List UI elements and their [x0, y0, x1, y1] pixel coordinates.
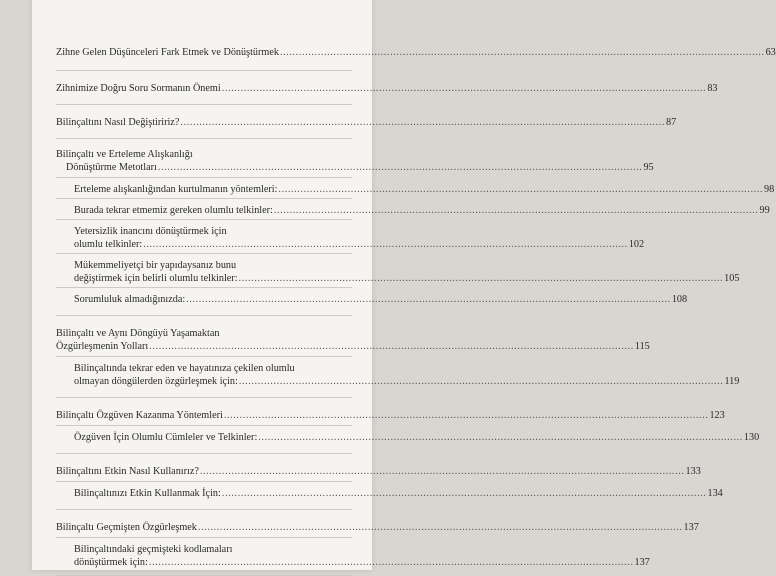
- toc-entry-title: Burada tekrar etmemiz gereken olumlu telkinler:: [74, 205, 273, 216]
- toc-entry-title: Özgürleşmenin Yolları: [56, 341, 149, 352]
- toc-page-number: 108: [671, 294, 688, 305]
- toc-entry-title: Bilinçaltını Etkin Nasıl Kullanırız?: [56, 466, 199, 477]
- toc-entry: [56, 71, 718, 105]
- toc-entry: [56, 510, 699, 538]
- toc-entry-title: Bilinçaltı Geçmişten Özgürleşmek: [56, 522, 197, 533]
- toc-page-number: 130: [743, 432, 760, 443]
- toc-entry: [56, 398, 725, 426]
- toc-entry-title-line1: Bilinçaltı ve Aynı Döngüyü Yaşamaktan: [56, 328, 220, 339]
- toc-entry-title: Bilinçaltınızı Etkin Kullanmak İçin:: [74, 488, 221, 499]
- toc-entry-title: değiştirmek için belirli olumlu telkinler:: [74, 273, 238, 284]
- toc-page-number: 99: [759, 205, 770, 216]
- toc-entry-title-line1: Yetersizlik inancını dönüştürmek için: [74, 226, 227, 237]
- toc-entry-title: dönüştürmek için:: [74, 557, 148, 568]
- toc-page-number: 123: [709, 410, 725, 421]
- toc-entry-title: Zihnimize Doğru Soru Sormanın Önemi: [56, 83, 221, 94]
- toc-page-number: 115: [634, 341, 650, 352]
- toc-entry-title: Özgüven İçin Olumlu Cümleler ve Telkinler:: [74, 432, 258, 443]
- toc-subentry: [56, 426, 760, 454]
- toc-page-number: 134: [707, 488, 723, 499]
- toc-page-number: 95: [643, 162, 654, 173]
- toc-entry-title: olumlu telkinler:: [74, 239, 143, 250]
- toc-page-number: 98: [764, 184, 775, 195]
- toc-page-number: 102: [628, 239, 645, 250]
- toc-entry-title-line1: Bilinçaltındaki geçmişteki kodlamaları: [74, 544, 233, 555]
- toc-entry-title-line1: Bilinçaltında tekrar eden ve hayatınıza çekilen olumlu: [74, 363, 295, 374]
- toc-entry-title: Erteleme alışkanlığından kurtulmanın yöntemleri:: [74, 184, 278, 195]
- toc-entry-title: Dönüştürme Metotları: [66, 162, 157, 173]
- toc-entry: [56, 316, 650, 357]
- toc-entry: [56, 46, 776, 71]
- toc-page-number: 137: [683, 522, 699, 533]
- toc-subentry: [56, 538, 650, 576]
- toc-entry-title: olmayan döngülerden özgürleşmek için:: [74, 376, 238, 387]
- toc-subentry: [56, 254, 740, 288]
- toc-entry: [56, 105, 677, 139]
- table-of-contents: [56, 46, 776, 576]
- toc-subentry: [56, 199, 770, 220]
- toc-page-number: 137: [634, 557, 650, 568]
- toc-subentry: [56, 178, 775, 199]
- toc-entry-title: Bilinçaltı Özgüven Kazanma Yöntemleri: [56, 410, 223, 421]
- toc-subentry: [56, 288, 688, 316]
- toc-subentry: [56, 482, 723, 510]
- toc-page-number: 87: [665, 117, 677, 128]
- toc-page-number: 105: [724, 273, 740, 284]
- toc-entry: [56, 139, 654, 178]
- toc-entry-title-line1: Mükemmeliyetçi bir yapıdaysanız bunu: [74, 260, 237, 271]
- toc-subentry: [56, 220, 645, 254]
- toc-entry-title-line1: Bilinçaltı ve Erteleme Alışkanlığı: [56, 149, 193, 160]
- toc-entry-title: Zihne Gelen Düşünceleri Fark Etmek ve Dönüştürmek: [56, 47, 279, 58]
- toc-entry: [56, 454, 701, 482]
- toc-entry-title: Bilinçaltını Nasıl Değiştiririz?: [56, 117, 180, 128]
- book-page: [32, 0, 776, 570]
- toc-subentry: [56, 357, 740, 398]
- toc-page-number: 63: [765, 47, 776, 58]
- toc-entry-title: Sorumluluk almadığınızda:: [74, 294, 186, 305]
- toc-page-number: 133: [685, 466, 701, 477]
- toc-page-number: 119: [724, 376, 740, 387]
- toc-page-number: 83: [707, 83, 718, 94]
